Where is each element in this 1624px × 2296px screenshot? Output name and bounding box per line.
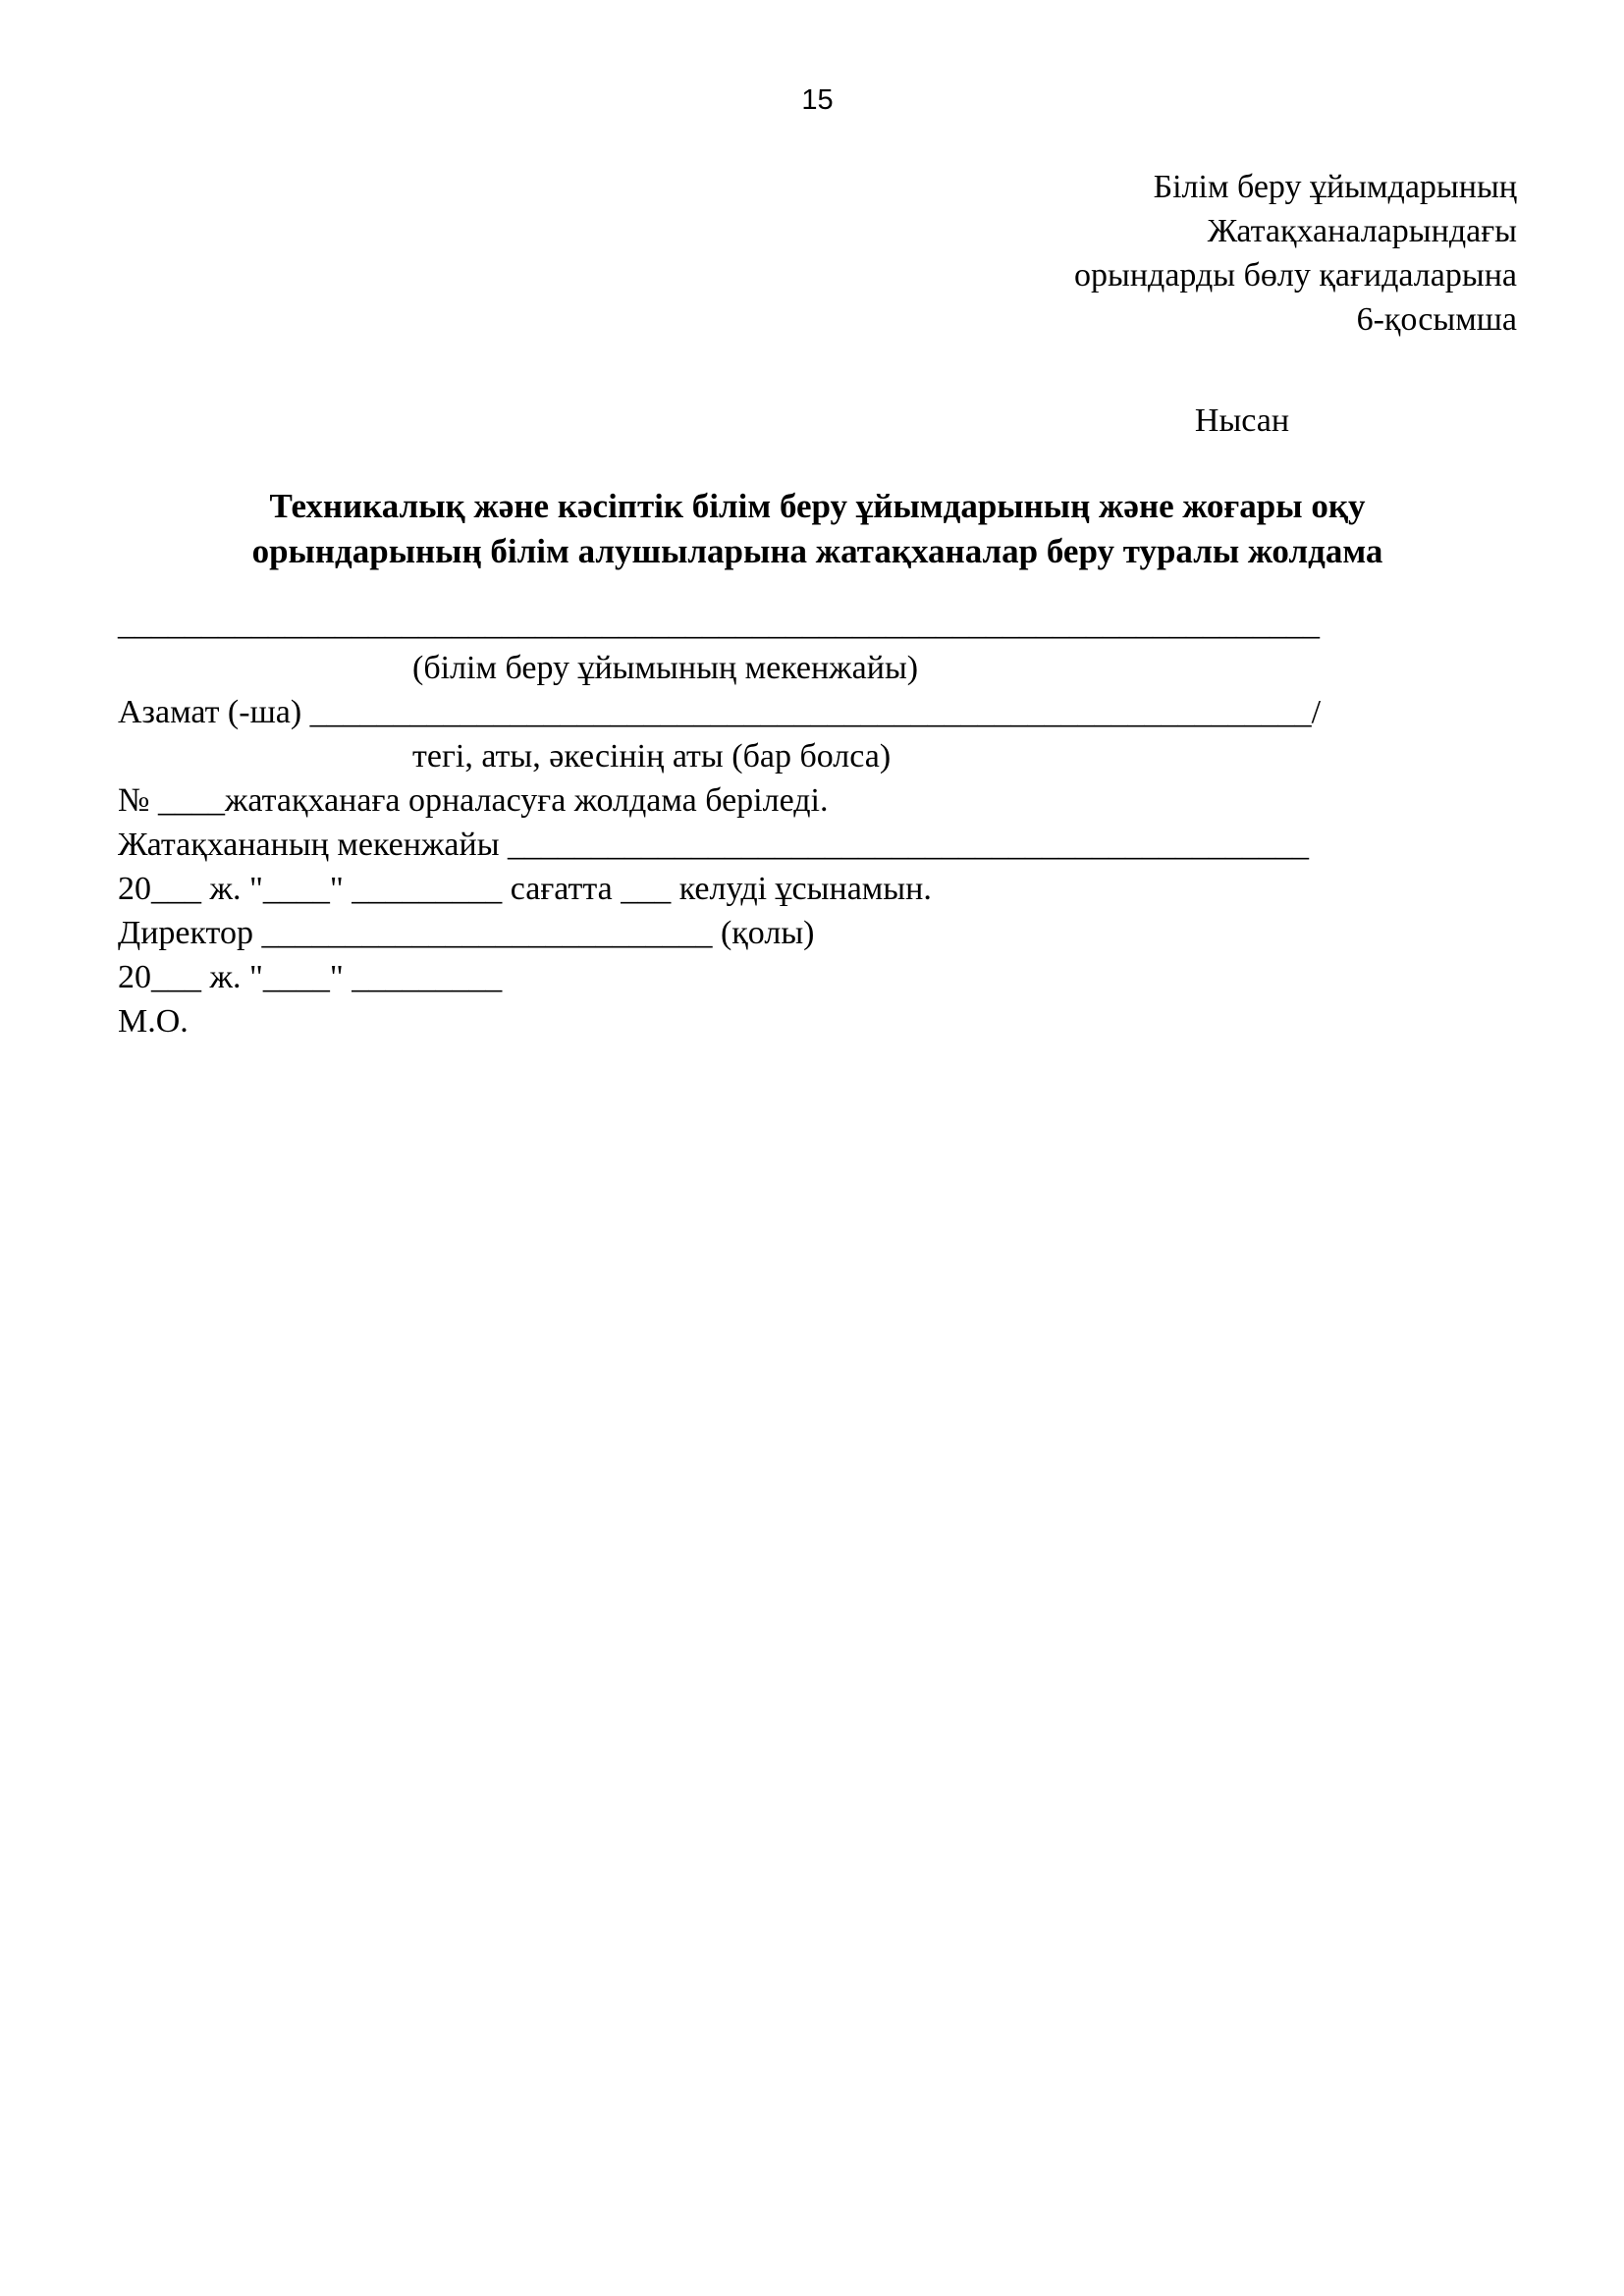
document-title-line-2: орындарының білім алушыларына жатақханалар беру туралы жолдама [251,532,1383,570]
arrival-datetime-line: 20___ ж. "____" _________ сағатта ___ келуді ұсынамын. [118,871,932,907]
appendix-reference-line-3: орындарды бөлу қағидаларына [1073,257,1517,294]
citizen-name-line: Азамат (-ша) ____________________________________________________________/ [118,694,1322,730]
form-type-label: Нысан [1194,402,1290,439]
org-address-blank-line: ________________________________________________________________________ [118,606,1320,642]
seal-label: М.О. [118,1003,189,1040]
dormitory-number-line: № ____жатақханаға орналасуға жолдама беріледі. [118,782,829,819]
page-number: 15 [801,84,834,116]
appendix-number: 6-қосымша [1356,301,1517,338]
appendix-reference-line-1: Білім беру ұйымдарының [1153,169,1517,205]
issue-date-line: 20___ ж. "____" _________ [118,959,503,995]
document-title-line-1: Техникалық және кәсіптік білім беру ұйымдарының және жоғары оқу [269,487,1366,525]
appendix-reference-line-2: Жатақханаларындағы [1207,213,1517,249]
form-body [118,602,1517,1043]
director-signature-line: Директор ___________________________ (қолы) [118,915,815,951]
dormitory-address-line: Жатақхананың мекенжайы ________________________________________________ [118,827,1310,863]
org-address-caption: (білім беру ұйымының мекенжайы) [412,650,919,686]
citizen-name-caption: тегі, аты, әкесінің аты (бар болса) [412,738,892,774]
appendix-reference-block [118,165,1517,342]
document-title [118,484,1517,574]
